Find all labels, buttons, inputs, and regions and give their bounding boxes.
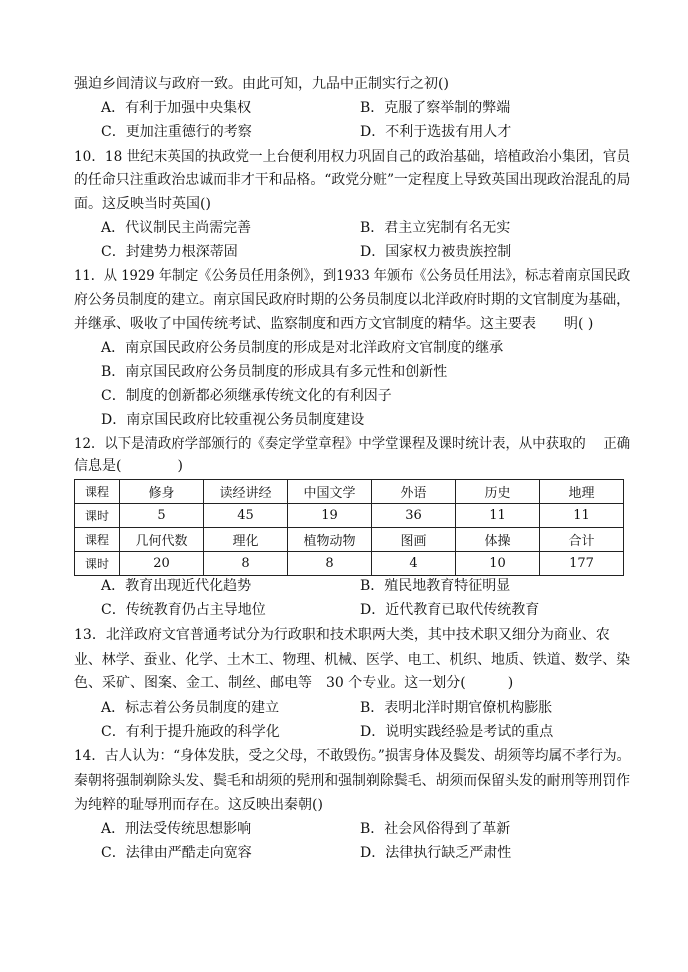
q9-option-c: C．更加注重德行的考察 (101, 124, 252, 140)
q10-stem-line-3: 面。这反映当时英国() (74, 196, 211, 212)
row-label-course: 课程 (75, 480, 120, 504)
q12-option-c: C．传统教育仍占主导地位 (101, 602, 266, 618)
hours-cell: 10 (456, 552, 540, 576)
row-label-course: 课程 (75, 528, 120, 552)
q12-stem-line-1: 12．以下是清政府学部颁行的《奏定学堂章程》中学堂课程及课时统计表，从中获取的 正确 (74, 436, 631, 452)
course-cell: 地理 (540, 480, 624, 504)
q10-option-c: C．封建势力根深蒂固 (101, 244, 238, 260)
hours-cell: 20 (120, 552, 204, 576)
q13-option-d: D．说明实践经验是考试的重点 (360, 724, 554, 740)
course-cell: 修身 (120, 480, 204, 504)
hours-cell: 11 (540, 504, 624, 528)
hours-cell: 8 (288, 552, 372, 576)
q11-stem-line-1: 11．从 1929 年制定《公务员任用条例》，到1933 年颁布《公务员任用法》，标志着南京国民政 (74, 268, 631, 284)
table-row-courses-2 (75, 528, 624, 552)
q14-option-c: C．法律由严酷走向宽容 (101, 845, 252, 861)
course-cell: 读经讲经 (204, 480, 288, 504)
q13-stem-line-1: 13．北洋政府文官普通考试分为行政职和技术职两大类，其中技术职又细分为商业、农 (74, 627, 610, 643)
q10-option-a: A．代议制民主尚需完善 (101, 220, 252, 236)
q9-stem-tail: 强迫乡闾清议与政府一致。由此可知，九品中正制实行之初() (74, 76, 449, 92)
q10-stem-line-1: 10．18 世纪末英国的执政党一上台便利用权力巩固自己的政治基础，培植政治小集团，官员 (74, 149, 631, 165)
q14-stem-line-2: 秦朝将强制剃除头发、鬓毛和胡须的髡刑和强制剃除鬓毛、胡须而保留头发的耐刑等刑罚作 (74, 773, 631, 789)
course-cell: 理化 (204, 528, 288, 552)
q11-stem-line-3: 并继承、吸收了中国传统考试、监察制度和西方文官制度的精华。这主要表 明( ) (74, 316, 594, 332)
course-cell: 合计 (540, 528, 624, 552)
q11-option-d: D．南京国民政府比较重视公务员制度建设 (101, 412, 365, 428)
q11-option-a: A．南京国民政府公务员制度的形成是对北洋政府文官制度的继承 (101, 340, 504, 356)
q10-option-d: D．国家权力被贵族控制 (360, 244, 512, 260)
q11-option-b: B．南京国民政府公务员制度的形成具有多元性和创新性 (101, 364, 448, 380)
course-cell: 植物动物 (288, 528, 372, 552)
course-cell: 中国文学 (288, 480, 372, 504)
course-cell: 几何代数 (120, 528, 204, 552)
q11-option-c: C．制度的创新都必须继承传统文化的有利因子 (101, 388, 392, 404)
hours-cell: 11 (456, 504, 540, 528)
q9-option-d: D．不利于选拔有用人才 (360, 124, 512, 140)
hours-cell: 19 (288, 504, 372, 528)
q14-option-a: A．刑法受传统思想影响 (101, 821, 252, 837)
hours-cell: 4 (372, 552, 456, 576)
row-label-hours: 课时 (75, 552, 120, 576)
q13-option-a: A．标志着公务员制度的建立 (101, 700, 280, 716)
course-cell: 外语 (372, 480, 456, 504)
q14-stem-line-3: 为纯粹的耻辱刑而存在。这反映出秦朝() (74, 797, 323, 813)
q13-stem-line-2: 业、林学、蚕业、化学、土木工、物理、机械、医学、电工、机织、地质、铁道、数学、染 (74, 652, 631, 668)
course-cell: 体操 (456, 528, 540, 552)
hours-cell: 8 (204, 552, 288, 576)
q13-stem-line-3: 色、采矿、图案、金工、制丝、邮电等 30 个专业。这一划分( ) (74, 675, 514, 691)
q13-option-b: B．表明北洋时期官僚机构膨胀 (360, 700, 553, 716)
q12-option-d: D．近代教育已取代传统教育 (360, 602, 540, 618)
curriculum-hours-table (74, 479, 624, 576)
course-cell: 历史 (456, 480, 540, 504)
row-label-hours: 课时 (75, 504, 120, 528)
course-cell: 图画 (372, 528, 456, 552)
q9-option-a: A．有利于加强中央集权 (101, 100, 252, 116)
table-row-hours-2 (75, 552, 624, 576)
hours-cell: 36 (372, 504, 456, 528)
table-row-hours-1 (75, 504, 624, 528)
hours-cell: 45 (204, 504, 288, 528)
q12-option-a: A．教育出现近代化趋势 (101, 578, 252, 594)
q10-stem-line-2: 的任命只注重政治忠诚而非才干和品格。“政党分赃”一定程度上导致英国出现政治混乱的局 (74, 172, 631, 188)
q11-stem-line-2: 府公务员制度的建立。南京国民政府时期的公务员制度以北洋政府时期的文官制度为基础， (74, 292, 631, 308)
table-row-courses-1 (75, 480, 624, 504)
hours-cell: 177 (540, 552, 624, 576)
q14-stem-line-1: 14．古人认为：“身体发肤，受之父母，不敢毁伤。”损害身体及鬓发、胡须等均属不孝行为。 (74, 748, 631, 764)
hours-cell: 5 (120, 504, 204, 528)
q14-option-d: D．法律执行缺乏严肃性 (360, 845, 512, 861)
q10-option-b: B．君主立宪制有名无实 (360, 220, 511, 236)
q14-option-b: B．社会风俗得到了革新 (360, 821, 511, 837)
q12-stem-line-2: 信息是( ) (74, 458, 183, 474)
q12-option-b: B．殖民地教育特征明显 (360, 578, 511, 594)
q13-option-c: C．有利于提升施政的科学化 (101, 724, 280, 740)
q9-option-b: B．克服了察举制的弊端 (360, 100, 511, 116)
